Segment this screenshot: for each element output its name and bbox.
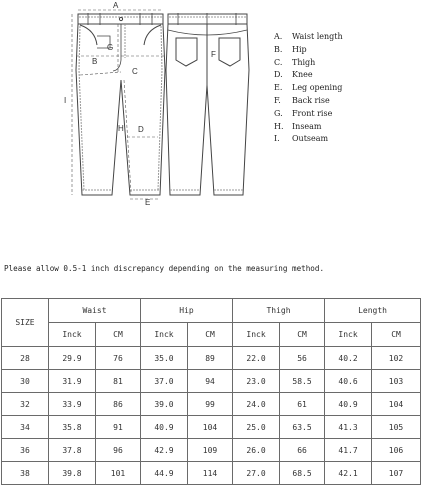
table-row	[2, 370, 421, 393]
table-cell: 39.0	[141, 393, 188, 416]
table-cell: 107	[372, 462, 421, 485]
legend-letter: H.	[274, 121, 284, 131]
table-cell: 103	[372, 370, 421, 393]
legend-item	[274, 69, 422, 82]
table-cell: 23.0	[233, 370, 280, 393]
front-pants-outline	[76, 13, 165, 195]
table-cell: 56	[280, 347, 325, 370]
unit-header: CM	[96, 323, 141, 347]
measurement-legend	[274, 31, 422, 146]
front-marker-letters	[64, 1, 150, 207]
table-cell: 39.8	[49, 462, 96, 485]
table-row	[2, 347, 421, 370]
legend-item	[274, 82, 422, 95]
back-marker-letters	[211, 50, 216, 59]
table-cell: 99	[188, 393, 233, 416]
legend-item	[274, 44, 422, 57]
legend-letter: G.	[274, 108, 283, 118]
table-cell: 40.6	[325, 370, 372, 393]
table-cell: 89	[188, 347, 233, 370]
back-pants-outline	[166, 13, 249, 195]
table-cell: 33.9	[49, 393, 96, 416]
table-cell: 29.9	[49, 347, 96, 370]
table-cell: 105	[372, 416, 421, 439]
legend-item	[274, 108, 422, 121]
group-header-length: Length	[325, 299, 421, 323]
table-cell: 25.0	[233, 416, 280, 439]
table-cell: 35.0	[141, 347, 188, 370]
table-cell: 41.3	[325, 416, 372, 439]
table-cell: 66	[280, 439, 325, 462]
table-cell: 86	[96, 393, 141, 416]
legend-item	[274, 31, 422, 44]
table-cell: 40.9	[141, 416, 188, 439]
legend-label: Leg opening	[292, 83, 343, 93]
table-cell: 101	[96, 462, 141, 485]
legend-label: Back rise	[292, 95, 330, 105]
table-cell: 31.9	[49, 370, 96, 393]
size-table	[1, 298, 421, 485]
table-cell: 63.5	[280, 416, 325, 439]
legend-item	[274, 121, 422, 134]
unit-header: Inck	[233, 323, 280, 347]
table-row	[2, 439, 421, 462]
table-cell: 28	[2, 347, 49, 370]
table-group-header-row	[2, 299, 421, 323]
table-cell: 58.5	[280, 370, 325, 393]
table-cell: 106	[372, 439, 421, 462]
table-cell: 22.0	[233, 347, 280, 370]
table-cell: 40.2	[325, 347, 372, 370]
marker-F: F	[211, 50, 216, 59]
size-header: SIZE	[2, 299, 49, 347]
table-cell: 96	[96, 439, 141, 462]
legend-item	[274, 133, 422, 146]
table-cell: 40.9	[325, 393, 372, 416]
table-cell: 34	[2, 416, 49, 439]
marker-I: I	[64, 96, 67, 105]
table-row	[2, 416, 421, 439]
unit-header: CM	[280, 323, 325, 347]
table-cell: 104	[188, 416, 233, 439]
table-cell: 26.0	[233, 439, 280, 462]
measurement-lines	[72, 10, 165, 199]
legend-letter: C.	[274, 57, 283, 67]
table-cell: 42.1	[325, 462, 372, 485]
legend-item	[274, 57, 422, 70]
table-cell: 44.9	[141, 462, 188, 485]
table-cell: 41.7	[325, 439, 372, 462]
marker-B: B	[92, 57, 98, 66]
table-cell: 37.8	[49, 439, 96, 462]
table-unit-header-row	[2, 323, 421, 347]
table-cell: 27.0	[233, 462, 280, 485]
legend-letter: F.	[274, 95, 281, 105]
legend-label: Outseam	[292, 134, 329, 144]
marker-E: E	[145, 198, 151, 207]
marker-D: D	[138, 125, 144, 134]
table-cell: 36	[2, 439, 49, 462]
unit-header: Inck	[141, 323, 188, 347]
measurement-note: Please allow 0.5-1 inch discrepancy depending on the measuring method.	[4, 264, 325, 273]
legend-label: Hip	[292, 44, 307, 54]
group-header-hip: Hip	[141, 299, 233, 323]
marker-A: A	[113, 1, 119, 10]
table-cell: 35.8	[49, 416, 96, 439]
legend-label: Thigh	[292, 57, 316, 67]
legend-label: Waist length	[292, 32, 343, 41]
legend-letter: E.	[274, 83, 283, 93]
table-cell: 30	[2, 370, 49, 393]
table-cell: 42.9	[141, 439, 188, 462]
table-cell: 114	[188, 462, 233, 485]
table-cell: 94	[188, 370, 233, 393]
pants-measurement-diagram	[0, 0, 270, 215]
table-row	[2, 462, 421, 485]
table-cell: 32	[2, 393, 49, 416]
table-cell: 81	[96, 370, 141, 393]
table-cell: 38	[2, 462, 49, 485]
table-cell: 104	[372, 393, 421, 416]
legend-item	[274, 95, 422, 108]
marker-G: G	[107, 43, 114, 52]
table-cell: 68.5	[280, 462, 325, 485]
table-cell: 76	[96, 347, 141, 370]
legend-letter: I.	[274, 134, 280, 144]
table-cell: 102	[372, 347, 421, 370]
unit-header: Inck	[49, 323, 96, 347]
table-cell: 61	[280, 393, 325, 416]
legend-label: Inseam	[292, 121, 322, 131]
marker-H: H	[118, 124, 124, 133]
legend-label: Front rise	[292, 108, 333, 118]
group-header-waist: Waist	[49, 299, 141, 323]
unit-header: CM	[372, 323, 421, 347]
table-cell: 109	[188, 439, 233, 462]
legend-letter: A.	[274, 32, 283, 41]
legend-letter: D.	[274, 70, 283, 80]
table-cell: 37.0	[141, 370, 188, 393]
unit-header: CM	[188, 323, 233, 347]
unit-header: Inck	[325, 323, 372, 347]
group-header-thigh: Thigh	[233, 299, 325, 323]
legend-label: Knee	[292, 70, 313, 80]
table-cell: 24.0	[233, 393, 280, 416]
legend-letter: B.	[274, 44, 283, 54]
marker-C: C	[132, 67, 138, 76]
table-row	[2, 393, 421, 416]
table-cell: 91	[96, 416, 141, 439]
